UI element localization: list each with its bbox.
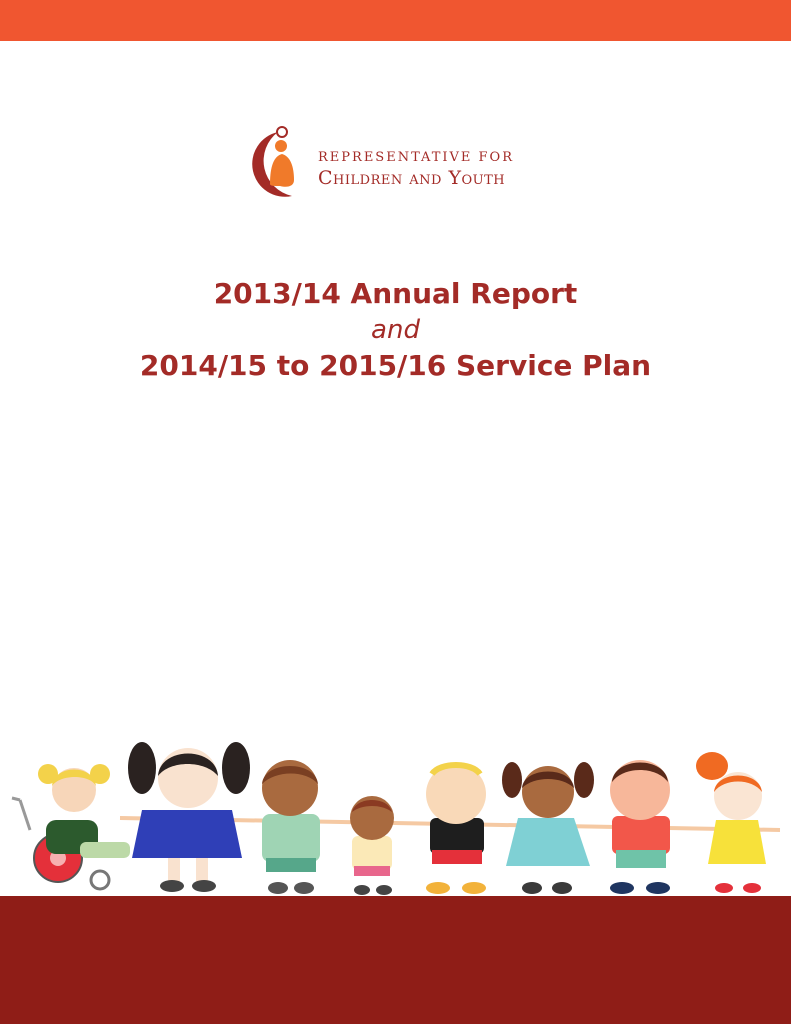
parent-child-figure-icon	[234, 124, 306, 206]
title-connector: and	[371, 315, 420, 345]
top-color-bar	[0, 0, 791, 41]
child-red-shirt	[610, 760, 670, 894]
child-black-shirt	[426, 764, 486, 894]
child-small	[350, 796, 394, 895]
child-yellow-dress	[696, 752, 766, 893]
title-line-1: 2013/14 Annual Report	[213, 277, 578, 310]
logo-line-1: REPRESENTATIVE FOR	[318, 150, 514, 165]
logo-text	[318, 150, 514, 190]
title-line-2: 2014/15 to 2015/16 Service Plan	[139, 349, 652, 382]
children-holding-hands-illustration	[0, 730, 791, 900]
organization-logo	[234, 124, 564, 206]
child-blue-dress	[128, 742, 250, 892]
bottom-color-bar	[0, 896, 791, 1024]
report-title	[0, 276, 791, 384]
child-green-shirt	[262, 760, 320, 894]
logo-line-2: Children and Youth	[318, 167, 506, 189]
child-wheelchair	[12, 764, 130, 889]
